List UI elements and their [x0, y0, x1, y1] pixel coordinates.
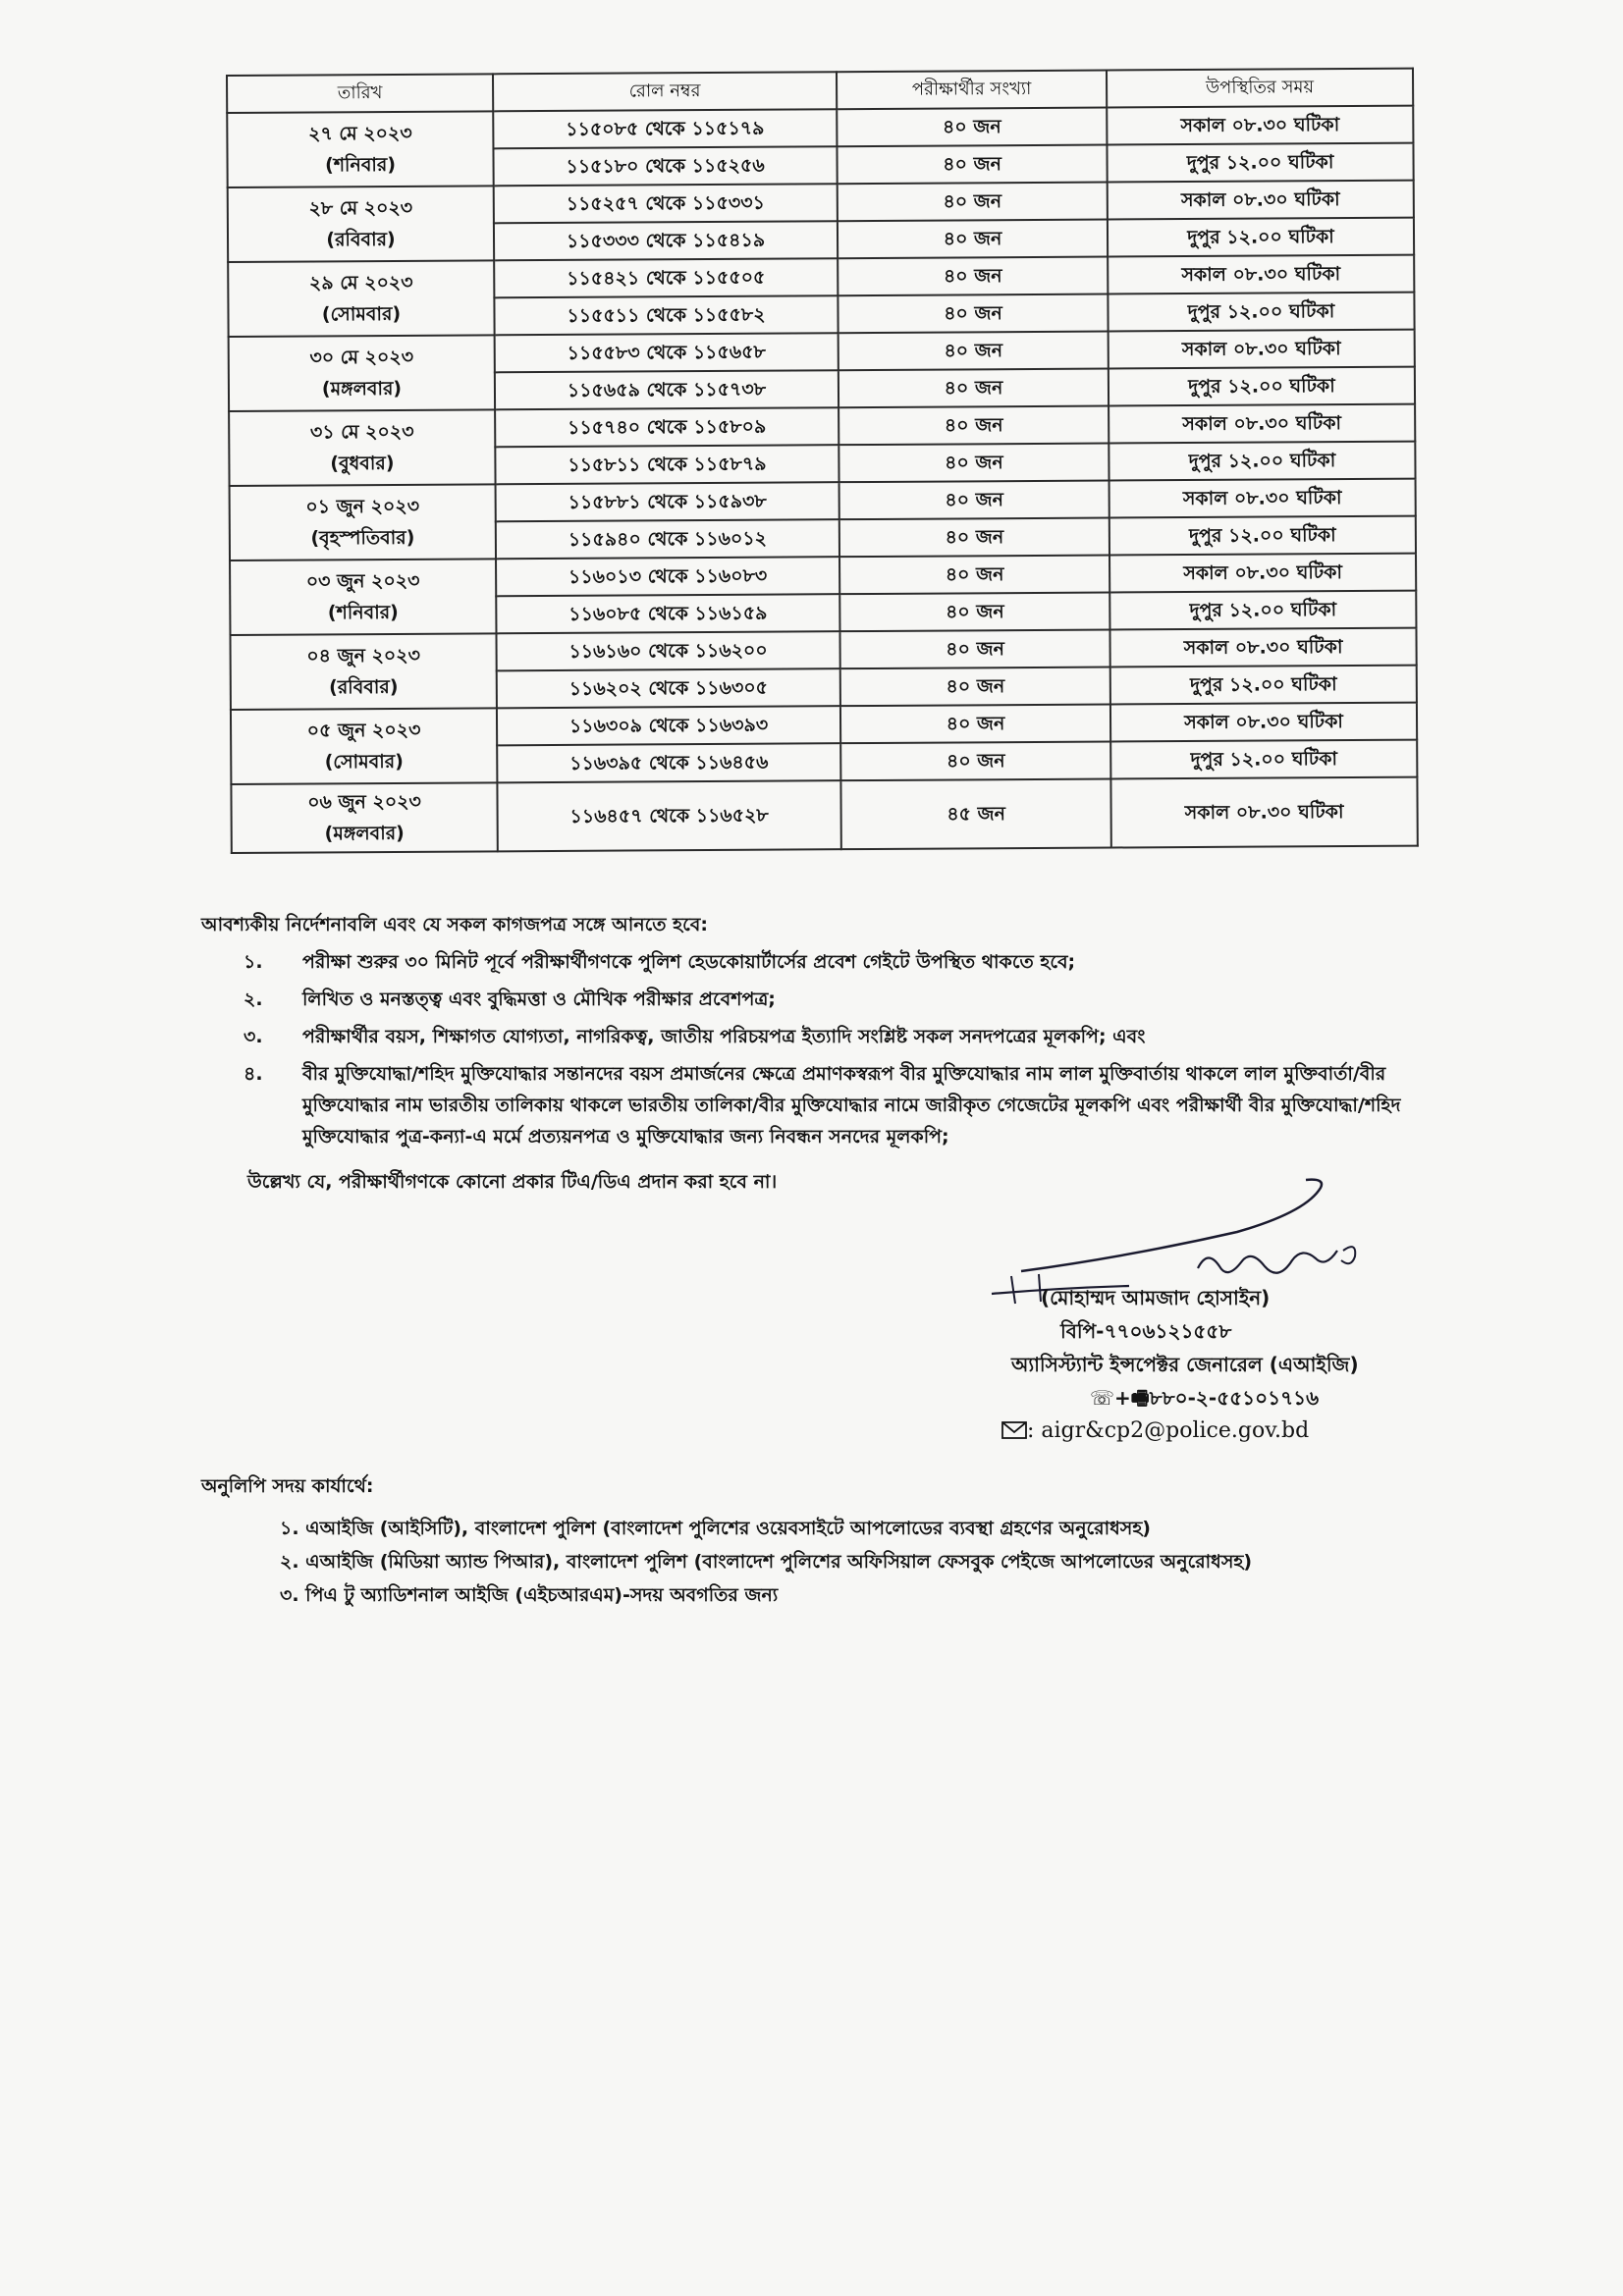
date-cell — [230, 633, 496, 710]
instruction-number: ১. — [243, 951, 263, 973]
report-time-cell: সকাল ০৮.৩০ ঘটিকা — [1109, 628, 1416, 667]
exam-date: ০৬ জুন ২০২৩ — [307, 790, 421, 814]
header-count: পরীক্ষার্থীর সংখ্যা — [837, 71, 1107, 110]
exam-weekday: (শনিবার) — [325, 153, 397, 177]
candidate-count-cell: ৪০ জন — [839, 332, 1109, 371]
candidate-count-cell: ৪০ জন — [838, 183, 1108, 222]
roll-range-cell: ১১৫৩৩৩ থেকে ১১৫৪১৯ — [494, 221, 838, 260]
signatory-phone: ☏+🖷৮৮০-২-৫৫১০১৭১৬ — [1090, 1386, 1320, 1410]
instruction-text: বীর মুক্তিযোদ্ধা/শহিদ মুক্তিযোদ্ধার সন্তানদের বয়স প্রমার্জনের ক্ষেত্রে প্রমাণকস্বরূপ বীর মুক্তিযোদ্ধার নাম লাল মুক্তিবার্তায় থাকলে লাল মুক্তিবার্তা/বীর মুক্তিযোদ্ধার নাম ভারতীয় তালিকায় থাকলে ভারতীয় তালিকা/বীর মুক্তিযোদ্ধার নামে জারীকৃত গেজেটের মূলকপি এবং পরীক্ষার্থী বীর মুক্তিযোদ্ধা/শহিদ মুক্তিযোদ্ধার পুত্র-কন্যা-এ মর্মে প্রত্যয়নপত্র ও মুক্তিযোদ্ধার জন্য নিবন্ধন সনদের মূলকপি; — [302, 1063, 1401, 1148]
copy-item: ৩. পিএ টু অ্যাডিশনাল আইজি (এইচআরএম)-সদয় অবগতির জন্য — [280, 1584, 779, 1606]
date-cell — [230, 559, 496, 635]
roll-range-cell: ১১৫৫৮৩ থেকে ১১৫৬৫৮ — [495, 333, 839, 372]
candidate-count-cell: ৪০ জন — [837, 145, 1107, 185]
instruction-item — [243, 946, 1471, 978]
roll-range-cell: ১১৫৮১১ থেকে ১১৫৮৭৯ — [495, 445, 839, 484]
roll-range-cell: ১১৫২৫৭ থেকে ১১৫৩৩১ — [494, 184, 838, 223]
header-roll: রোল নম্বর — [493, 72, 837, 111]
header-date: তারিখ — [227, 74, 493, 113]
instructions-heading: আবশ্যকীয় নির্দেশনাবলি এবং যে সকল কাগজপত্র সঙ্গে আনতে হবে: — [201, 914, 708, 935]
exam-date: ০৫ জুন ২০২৩ — [306, 719, 421, 742]
roll-range-cell: ১১৫৮৮১ থেকে ১১৫৯৩৮ — [496, 482, 839, 521]
date-cell — [231, 782, 497, 853]
report-time-cell: দুপুর ১২.০০ ঘটিকা — [1110, 666, 1417, 705]
roll-range-cell: ১১৫৭৪০ থেকে ১১৫৮০৯ — [495, 407, 839, 447]
signatory-name: (মোহাম্মদ আমজাদ হোসাইন) — [1041, 1286, 1271, 1309]
signature-block — [982, 1281, 1394, 1448]
instruction-item — [243, 1058, 1471, 1152]
date-cell — [228, 260, 494, 337]
signatory-bp-number: বিপি-৭৭০৬১২১৫৫৮ — [1060, 1319, 1232, 1343]
report-time-cell: সকাল ০৮.৩০ ঘটিকা — [1110, 703, 1417, 742]
candidate-count-cell: ৪০ জন — [837, 108, 1107, 147]
candidate-count-cell: ৪০ জন — [839, 406, 1109, 446]
candidate-count-cell: ৪০ জন — [840, 667, 1110, 707]
exam-weekday: (রবিবার) — [329, 675, 399, 699]
report-time-cell: সকাল ০৮.৩০ ঘটিকা — [1109, 554, 1416, 593]
exam-date: ৩০ মে ২০২৩ — [309, 346, 414, 369]
exam-weekday: (মঙ্গলবার) — [321, 377, 403, 400]
instruction-item — [243, 1021, 1471, 1052]
report-time-cell: দুপুর ১২.০০ ঘটিকা — [1108, 293, 1414, 332]
exam-weekday: (রবিবার) — [326, 228, 396, 251]
candidate-count-cell: ৪০ জন — [838, 257, 1108, 296]
exam-weekday: (সোমবার) — [324, 750, 404, 774]
roll-range-cell: ১১৫৫১১ থেকে ১১৫৫৮২ — [494, 295, 838, 335]
report-time-cell: সকাল ০৮.৩০ ঘটিকা — [1109, 404, 1415, 444]
copy-heading: অনুলিপি সদয় কার্যার্থে: — [201, 1475, 374, 1497]
copy-list — [280, 1512, 1438, 1612]
instructions-list — [243, 946, 1471, 1158]
report-time-cell: দুপুর ১২.০০ ঘটিকা — [1109, 516, 1416, 556]
roll-range-cell: ১১৬৪৫৭ থেকে ১১৬৫২৮ — [497, 780, 840, 851]
roll-range-cell: ১১৫১৮০ থেকে ১১৫২৫৬ — [493, 146, 837, 186]
exam-weekday: (সোমবার) — [321, 302, 402, 326]
report-time-cell: সকাল ০৮.৩০ ঘটিকা — [1110, 777, 1417, 848]
note-text: উল্লেখ্য যে, পরীক্ষার্থীগণকে কোনো প্রকার টিএ/ডিএ প্রদান করা হবে না। — [247, 1171, 778, 1193]
report-time-cell: সকাল ০৮.৩০ ঘটিকা — [1108, 181, 1414, 220]
report-time-cell: সকাল ০৮.৩০ ঘটিকা — [1109, 330, 1415, 369]
report-time-cell: দুপুর ১২.০০ ঘটিকা — [1110, 740, 1417, 779]
roll-range-cell: ১১৫৪২১ থেকে ১১৫৫০৫ — [494, 258, 838, 297]
candidate-count-cell: ৪০ জন — [839, 593, 1109, 632]
roll-range-cell: ১১৬১৬০ থেকে ১১৬২০০ — [496, 631, 839, 670]
header-time: উপস্থিতির সময় — [1107, 69, 1413, 108]
exam-date: ২৮ মে ২০২৩ — [308, 196, 413, 220]
roll-range-cell: ১১৬৩৯৫ থেকে ১১৬৪৫৬ — [497, 743, 840, 782]
report-time-cell: দুপুর ১২.০০ ঘটিকা — [1109, 367, 1415, 406]
report-time-cell: দুপুর ১২.০০ ঘটিকা — [1107, 143, 1413, 183]
copy-item: ২. এআইজি (মিডিয়া অ্যান্ড পিআর), বাংলাদেশ পুলিশ (বাংলাদেশ পুলিশের অফিসিয়াল ফেসবুক পেইজে আপলোডের অনুরোধসহ) — [280, 1551, 1253, 1573]
signatory-designation: অ্যাসিস্ট্যান্ট ইন্সপেক্টর জেনারেল (এআইজি) — [1011, 1353, 1359, 1376]
candidate-count-cell: ৪০ জন — [839, 630, 1109, 669]
report-time-cell: দুপুর ১২.০০ ঘটিকা — [1109, 442, 1415, 481]
candidate-count-cell: ৪০ জন — [838, 220, 1108, 259]
signatory-email-line — [982, 1415, 1394, 1448]
date-cell — [228, 186, 494, 262]
date-cell — [231, 708, 497, 784]
candidate-count-cell: ৪০ জন — [839, 518, 1109, 558]
report-time-cell: দুপুর ১২.০০ ঘটিকা — [1108, 218, 1414, 257]
instruction-number: ২. — [243, 988, 263, 1010]
roll-range-cell: ১১৫৯৪০ থেকে ১১৬০১২ — [496, 519, 839, 559]
instruction-text: পরীক্ষার্থীর বয়স, শিক্ষাগত যোগ্যতা, নাগরিকত্ব, জাতীয় পরিচয়পত্র ইত্যাদি সংশ্লিষ্ট সকল সনদপত্রের মূলকপি; এবং — [302, 1026, 1146, 1047]
candidate-count-cell: ৪০ জন — [839, 556, 1109, 595]
instruction-text: পরীক্ষা শুরুর ৩০ মিনিট পূর্বে পরীক্ষার্থীগণকে পুলিশ হেডকোয়ার্টার্সের প্রবেশ গেইটে উপস্থিত থাকতে হবে; — [302, 951, 1076, 973]
roll-range-cell: ১১৬২০২ থেকে ১১৬৩০৫ — [497, 668, 840, 708]
roll-range-cell: ১১৫০৮৫ থেকে ১১৫১৭৯ — [493, 109, 837, 148]
exam-date: ০৩ জুন ২০২৩ — [305, 569, 420, 593]
instruction-text: লিখিত ও মনস্তত্ত্ব এবং বুদ্ধিমত্তা ও মৌখিক পরীক্ষার প্রবেশপত্র; — [302, 988, 776, 1010]
candidate-count-cell: ৪৫ জন — [840, 779, 1110, 850]
candidate-count-cell: ৪০ জন — [839, 481, 1109, 520]
date-cell — [229, 409, 495, 486]
candidate-count-cell: ৪০ জন — [838, 294, 1108, 334]
instruction-number: ৩. — [243, 1026, 263, 1047]
candidate-count-cell: ৪০ জন — [839, 444, 1109, 483]
exam-schedule-table — [226, 68, 1419, 854]
roll-range-cell: ১১৬৩০৯ থেকে ১১৬৩৯৩ — [497, 706, 840, 745]
exam-date: ২৭ মে ২০২৩ — [307, 122, 412, 145]
candidate-count-cell: ৪০ জন — [839, 369, 1109, 408]
table-row — [231, 777, 1417, 853]
report-time-cell: সকাল ০৮.৩০ ঘটিকা — [1109, 479, 1416, 518]
roll-range-cell: ১১৬০১৩ থেকে ১১৬০৮৩ — [496, 557, 839, 596]
roll-range-cell: ১১৫৬৫৯ থেকে ১১৫৭৩৮ — [495, 370, 839, 409]
date-cell — [227, 111, 493, 187]
candidate-count-cell: ৪০ জন — [840, 742, 1110, 781]
exam-weekday: (বুধবার) — [330, 452, 395, 475]
instruction-item — [243, 984, 1471, 1015]
exam-weekday: (শনিবার) — [327, 601, 399, 624]
exam-weekday: (মঙ্গলবার) — [324, 822, 405, 845]
date-cell — [229, 335, 495, 411]
copy-item: ১. এআইজি (আইসিটি), বাংলাদেশ পুলিশ (বাংলাদেশ পুলিশের ওয়েবসাইটে আপলোডের ব্যবস্থা গ্রহণের অনুরোধসহ) — [280, 1518, 1151, 1539]
report-time-cell: দুপুর ১২.০০ ঘটিকা — [1109, 591, 1416, 630]
roll-range-cell: ১১৬০৮৫ থেকে ১১৬১৫৯ — [496, 594, 839, 633]
exam-date: ০৪ জুন ২০২৩ — [306, 644, 421, 667]
report-time-cell: সকাল ০৮.৩০ ঘটিকা — [1107, 106, 1413, 145]
exam-date: ০১ জুন ২০২৩ — [305, 495, 420, 518]
signatory-email: : aigr&cp2@police.gov.bd — [1027, 1418, 1310, 1443]
candidate-count-cell: ৪০ জন — [840, 705, 1110, 744]
envelope-icon — [1001, 1421, 1027, 1439]
exam-date: ৩১ মে ২০২৩ — [309, 420, 414, 444]
report-time-cell: সকাল ০৮.৩০ ঘটিকা — [1108, 255, 1414, 294]
exam-date: ২৯ মে ২০২৩ — [308, 271, 413, 294]
date-cell — [230, 484, 496, 561]
exam-weekday: (বৃহস্পতিবার) — [310, 526, 415, 550]
instruction-number: ৪. — [243, 1063, 263, 1085]
